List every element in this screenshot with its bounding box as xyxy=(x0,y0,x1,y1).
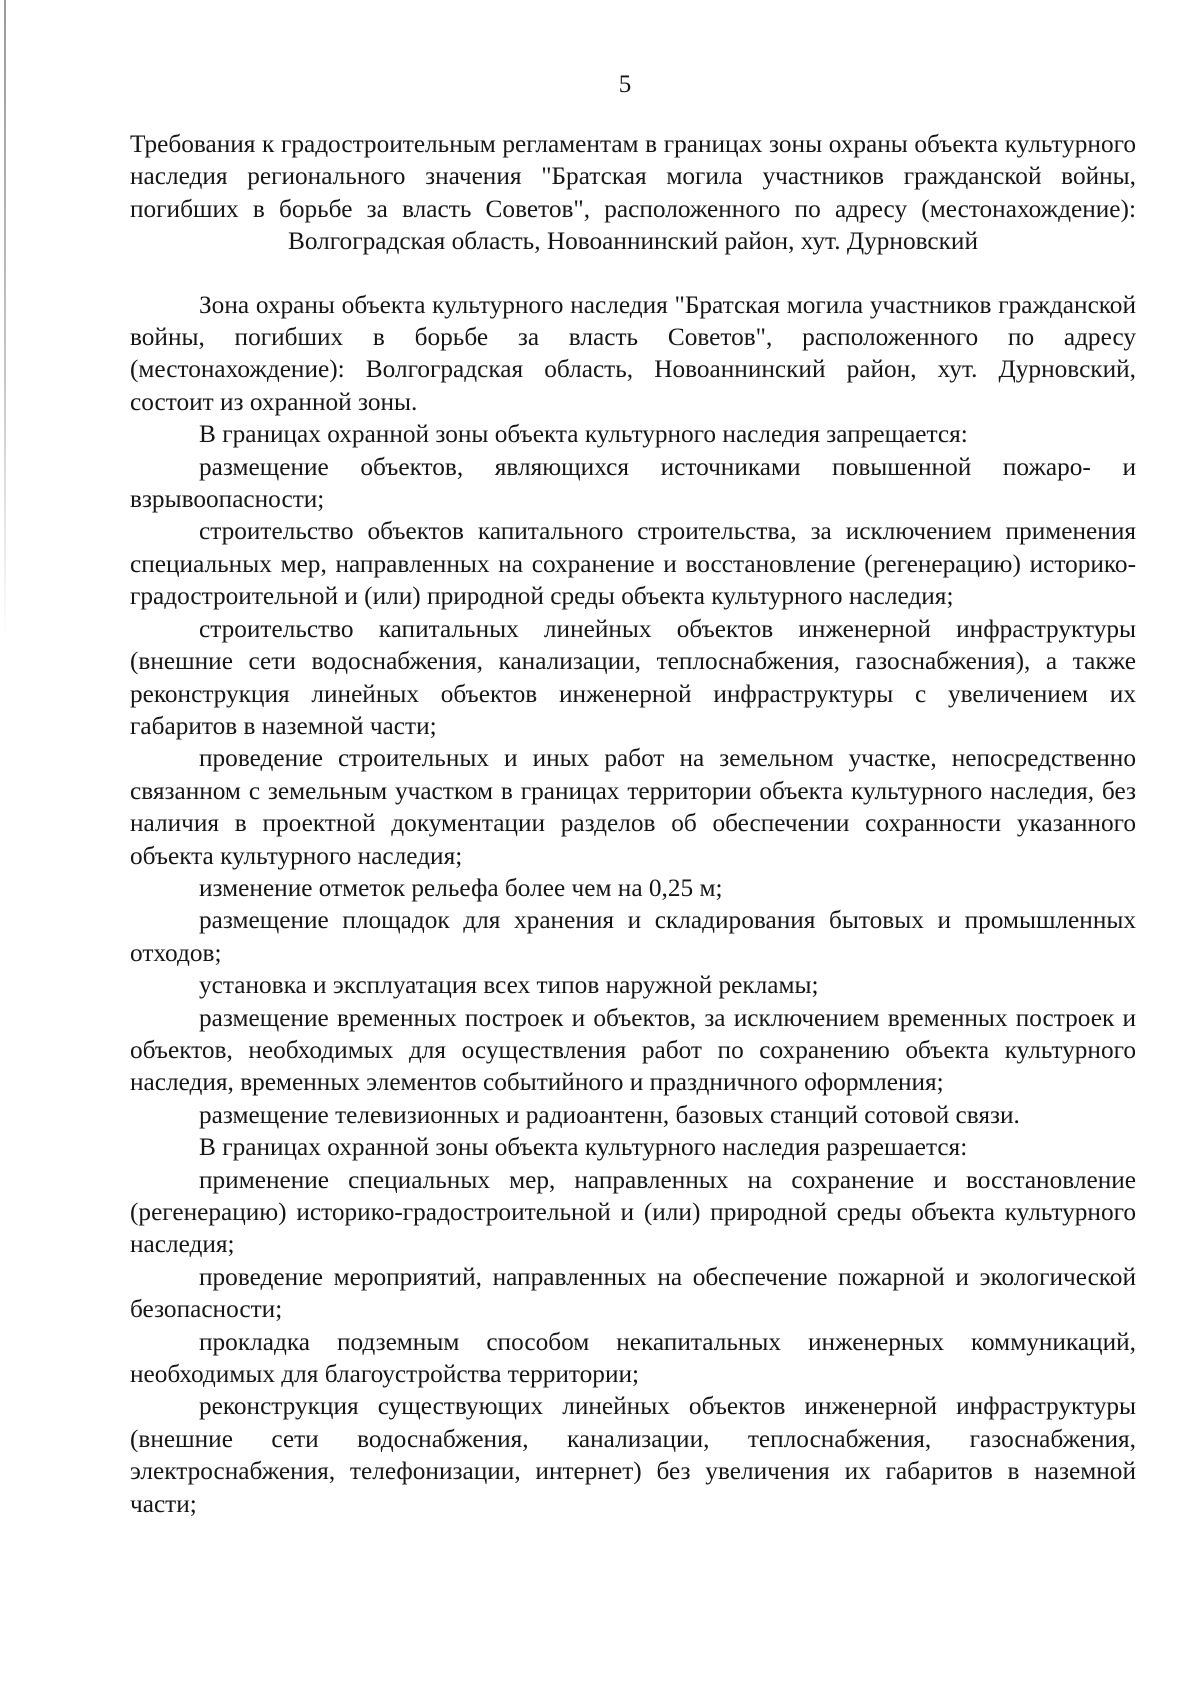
document-body xyxy=(130,128,1136,1520)
list-item-permitted: проведение мероприятий, направленных на обеспечение пожарной и экологической безопасности; xyxy=(130,1262,1136,1324)
list-item-prohibited: строительство капитальных линейных объектов инженерной инфраструктуры (внешние сети водоснабжения, канализации, теплоснабжения, газоснабжения), а также реконструкция линейных объектов инженерной инфраструктуры с увеличением их габаритов в наземной части; xyxy=(130,614,1136,740)
page-number: 5 xyxy=(618,71,632,98)
list-item-prohibited: проведение строительных и иных работ на земельном участке, непосредственно связанном с земельным участком в границах территории объекта культурного наследия, без наличия в проектной документации разделов об обеспечении сохранности указанного объекта культурного наследия; xyxy=(130,744,1136,870)
list-item-prohibited: установка и эксплуатация всех типов наружной рекламы; xyxy=(199,971,819,1000)
title-spacer xyxy=(130,258,1136,289)
paragraph-prohibited-heading: В границах охранной зоны объекта культурного наследия запрещается: xyxy=(199,420,968,449)
list-item-permitted: реконструкция существующих линейных объектов инженерной инфраструктуры (внешние сети водоснабжения, канализации, теплоснабжения, газоснабжения, электроснабжения, телефонизации, интернет) без увеличения их габаритов в наземной части; xyxy=(130,1392,1136,1518)
list-item-prohibited: размещение временных построек и объектов, за исключением временных построек и объектов, необходимых для осуществления работ по сохранению объекта культурного наследия, временных элементов событийного и праздничного оформления; xyxy=(130,1003,1136,1097)
paragraph-zone-composition: Зона охраны объекта культурного наследия "Братская могила участников гражданской войны, погибших в борьбе за власть Советов", расположенного по адресу (местонахождение): Волгоградская область, Новоаннинский район, хут. Дурновский, состоит из охранной зоны. xyxy=(130,290,1136,416)
list-item-permitted: применение специальных мер, направленных на сохранение и восстановление (регенерацию) историко-градостроительной и (или) природной среды объекта культурного наследия; xyxy=(130,1165,1136,1259)
list-item-prohibited: размещение объектов, являющихся источниками повышенной пожаро- и взрывоопасности; xyxy=(130,452,1136,514)
document-title: Требования к градостроительным регламентам в границах зоны охраны объекта культурного наследия регионального значения "Братская могила участников гражданской войны, погибших в борьбе за власть Советов", расположенного по адресу (местонахождение): Волгоградская область, Новоаннинский район, хут. Дурновский xyxy=(130,130,1136,256)
paragraph-permitted-heading: В границах охранной зоны объекта культурного наследия разрешается: xyxy=(199,1133,968,1162)
list-item-prohibited: размещение телевизионных и радиоантенн, базовых станций сотовой связи. xyxy=(199,1100,1020,1129)
list-item-prohibited: строительство объектов капитального строительства, за исключением применения специальных мер, направленных на сохранение и восстановление (регенерацию) историко-градостроительной и (или) природной среды объекта культурного наследия; xyxy=(130,517,1136,611)
list-item-prohibited: размещение площадок для хранения и складирования бытовых и промышленных отходов; xyxy=(130,906,1136,967)
list-item-prohibited: изменение отметок рельефа более чем на 0,25 м; xyxy=(199,873,723,902)
list-item-permitted: прокладка подземным способом некапитальных инженерных коммуникаций, необходимых для благоустройства территории; xyxy=(130,1327,1136,1389)
